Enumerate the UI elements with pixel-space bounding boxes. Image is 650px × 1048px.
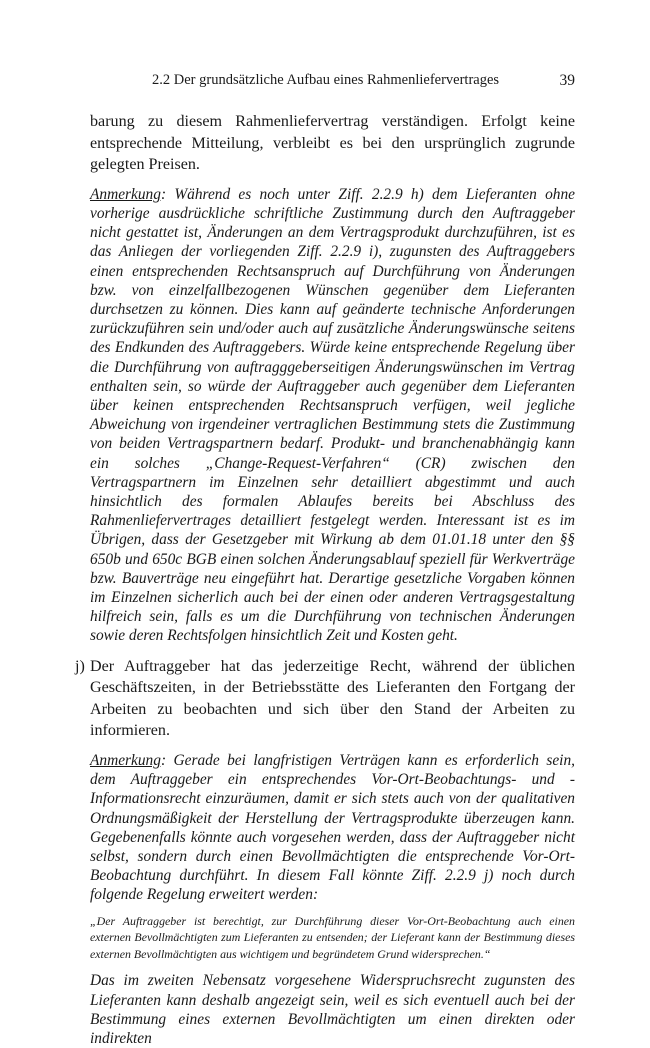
page-header <box>90 72 575 92</box>
annotation-2 <box>90 751 575 905</box>
annotation-2-label: Anmerkung <box>90 752 161 770</box>
paragraph-continuation: barung zu diesem Rahmenliefervertrag verständigen. Erfolgt keine entsprechende Mitteilung, verbleibt es bei den ursprünglich zugrunde gelegten Preisen. <box>90 113 575 174</box>
quoted-clause: „Der Auftraggeber ist berechtigt, zur Durchführung dieser Vor-Ort-Beobachtung auch einen externen Bevollmächtigten zum Lieferanten zu entsenden; der Lieferant kann der Bestimmung dieses externen Bevollmächtigten aus wichtigem und begründetem Grund widersprechen.“ <box>90 913 575 961</box>
running-title: 2.2 Der grundsätzliche Aufbau eines Rahmenliefervertrages <box>152 72 500 88</box>
list-item-j-text: Der Auftraggeber hat das jederzeitige Recht, während der üblichen Geschäftszeiten, in der Betriebsstätte des Lieferanten den Fortgang der Arbeiten zu beobachten und sich über den Stand der Arbeiten zu informieren. <box>90 657 575 740</box>
annotation-3: Das im zweiten Nebensatz vorgesehene Widerspruchsrecht zugunsten des Lieferanten kann deshalb angezeigt sein, weil es sich eventuell auch bei der Bestimmung eines externen Bevollmächtigten um einen direkten oder indirekten <box>90 972 575 1048</box>
page-number: 39 <box>559 72 575 89</box>
list-item-j <box>75 656 575 742</box>
annotation-2-text: : Gerade bei langfristigen Verträgen kann es erforderlich sein, dem Auftraggeber ein entsprechendes Vor-Ort-Beobachtungs- und -Informationsrecht einzuräumen, damit er sich stets auch von der qualitativen Ordnungsmäßigkeit der Herstellung der Vertragsprodukte überzeugen kann. Gegebenenfalls könnte auch vorgesehen werden, dass der Auftraggeber nicht selbst, sondern durch einen Bevollmächtigten die entsprechende Vor-Ort-Beobachtung durchführt. In diesem Fall könnte Ziff. 2.2.9 j) noch durch folgende Regelung erweitert werden: <box>90 752 575 904</box>
annotation-1-text: : Während es noch unter Ziff. 2.2.9 h) dem Lieferanten ohne vorherige ausdrückliche schriftliche Zustimmung durch den Auftraggeber nicht gestattet ist, Änderungen an dem Vertragsprodukt durchzuführen, ist es das Anliegen der vorliegenden Ziff. 2.2.9 i), zugunsten des Auftraggebers einen entsprechenden Rechtsanspruch auf Durchführung von Änderungen bzw. von einzelfallbezogenen Wünschen gegenüber dem Lieferanten durchsetzen zu können. Dies kann auf geänderte technische Anforderungen zurückzuführen sein und/oder auch auf zusätzliche Änderungswünsche seitens des Endkunden des Auftraggebers. Würde keine entsprechende Regelung über die Durchführung von auftragggeberseitigen Änderungswünschen im Vertrag enthalten sein, so würde der Auftraggeber auch gegenüber dem Lieferanten über keinen entsprechenden Rechtsanspruch verfügen, weil jegliche Abweichung von irgendeiner vertraglichen Bestimmung stets die Zustimmung von beiden Vertragspartnern bedarf. Produkt- und branchenabhängig kann ein solches „Change-Request-Verfahren“ (CR) zwischen den Vertragspartnern im Einzelnen sehr detailliert abgestimmt und auch hinsichtlich des formalen Ablaufes bereits bei Abschluss des Rahmenliefervertrages detailliert festgelegt werden. Interessant ist es im Übrigen, dass der Gesetzgeber mit Wirkung ab dem 01.01.18 unter den §§ 650b und 650c BGB einen solchen Änderungsablauf speziell für Werkverträge bzw. Bauverträge neu eingeführt hat. Derartige gesetzliche Vorgaben können im Einzelnen sicherlich auch bei der einen oder anderen Vertragsgestaltung hilfreich sein, falls es um die Durchführung von technischen Änderungen sowie deren Rechtsfolgen hinsichtlich Zeit und Kosten geht. <box>90 185 575 645</box>
list-marker-j: j) <box>75 657 85 675</box>
body-text <box>75 111 575 1048</box>
annotation-1-label: Anmerkung <box>90 185 161 203</box>
annotation-1 <box>90 185 575 646</box>
